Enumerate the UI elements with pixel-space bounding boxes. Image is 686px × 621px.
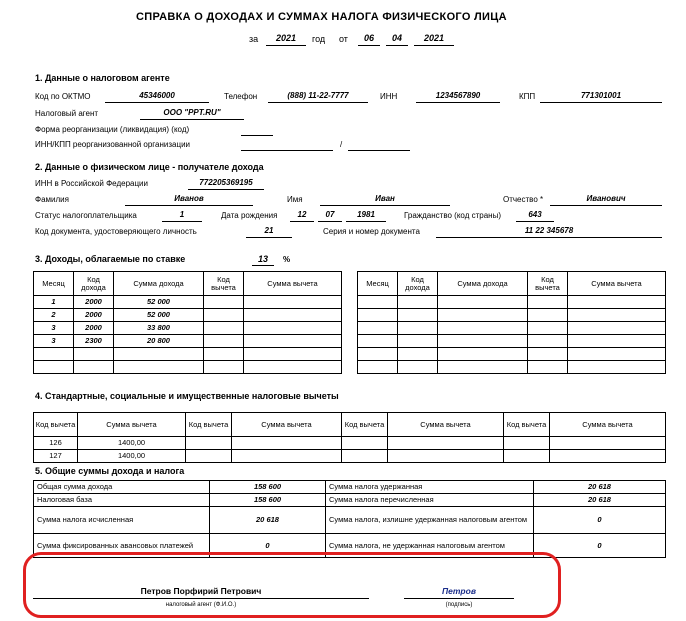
income-sum-header: Сумма дохода (114, 272, 204, 296)
table-row (34, 507, 666, 534)
phone-label: Телефон (224, 92, 258, 101)
signature-value: Петров (442, 586, 476, 596)
table-row (34, 361, 342, 374)
income-code-header: Код дохода (74, 272, 114, 296)
agent-inn-value: 1234567890 (435, 91, 481, 100)
deduction-code-header: Код вычета (34, 413, 78, 437)
income-code-cell: 2300 (74, 335, 114, 348)
tax-base-value: 158 600 (210, 494, 326, 507)
table-row (358, 309, 666, 322)
tax-transferred-value: 20 618 (534, 494, 666, 507)
income-code-cell: 2000 (74, 322, 114, 335)
report-month: 04 (391, 33, 402, 43)
deduction-sum-header: Сумма вычета (550, 413, 666, 437)
tax-overwithheld-label: Сумма налога, излишне удержанная налоговым агентом (326, 507, 534, 534)
table-row (358, 361, 666, 374)
income-code-cell: 2000 (74, 309, 114, 322)
deduction-code-cell (204, 335, 244, 348)
tax-not-withheld-value: 0 (534, 534, 666, 558)
table-row (34, 450, 666, 463)
month-cell: 3 (34, 322, 74, 335)
total-income-label: Общая сумма дохода (34, 481, 210, 494)
citizenship-value: 643 (528, 210, 542, 219)
birth-day: 12 (297, 210, 307, 219)
surname-label: Фамилия (35, 195, 69, 204)
agent-name-label: Налоговый агент (35, 109, 99, 118)
birth-label: Дата рождения (221, 211, 278, 220)
person-heading: 2. Данные о физическом лице - получателе дохода (35, 162, 264, 172)
kpp-label: КПП (519, 92, 536, 101)
income-sum-cell: 52 000 (114, 296, 204, 309)
deduction-sum-cell (244, 335, 342, 348)
income-sum-cell: 52 000 (114, 309, 204, 322)
fixed-advance-label: Сумма фиксированных авансовых платежей (34, 534, 210, 558)
person-inn-label: ИНН в Российской Федерации (35, 179, 148, 188)
deduction-sum-cell (244, 309, 342, 322)
total-income-value: 158 600 (210, 481, 326, 494)
deduction-code-cell: 126 (34, 437, 78, 450)
deduction-sum-cell (244, 296, 342, 309)
deductions-heading: 4. Стандартные, социальные и имущественные налоговые вычеты (35, 391, 339, 401)
oktmo-value: 45346000 (139, 91, 175, 100)
birth-month: 07 (325, 210, 335, 219)
agent-name-value: ООО "PPT.RU" (163, 108, 221, 117)
table-row (34, 309, 342, 322)
patronymic-value: Иванович (586, 194, 626, 203)
report-year: 2021 (275, 33, 297, 43)
status-label: Статус налогоплательщика (35, 211, 137, 220)
name-label: Имя (287, 195, 303, 204)
table-row (34, 335, 342, 348)
tax-withheld-value: 20 618 (534, 481, 666, 494)
month-cell: 1 (34, 296, 74, 309)
totals-heading: 5. Общие суммы дохода и налога (35, 466, 185, 476)
deduction-sum-header: Сумма вычета (388, 413, 504, 437)
agent-fullname: Петров Порфирий Петрович (140, 586, 262, 596)
name-value: Иван (375, 194, 395, 203)
agent-heading: 1. Данные о налоговом агенте (35, 73, 170, 83)
year-suffix: год (312, 34, 326, 44)
income-code-header: Код дохода (398, 272, 438, 296)
deduction-sum-header: Сумма вычета (244, 272, 342, 296)
citizenship-label: Гражданство (код страны) (404, 211, 501, 220)
table-row (34, 348, 342, 361)
month-header: Месяц (34, 272, 74, 296)
tax-calculated-value: 20 618 (210, 507, 326, 534)
tax-withheld-label: Сумма налога удержанная (326, 481, 534, 494)
report-day: 06 (363, 33, 374, 43)
agent-fullname-caption: налоговый агент (Ф.И.О.) (165, 602, 237, 608)
doc-code-value: 21 (264, 226, 274, 235)
deduction-code-cell: 127 (34, 450, 78, 463)
income-table-left (33, 271, 342, 374)
kpp-value: 771301001 (580, 91, 622, 100)
deduction-sum-header: Сумма вычета (232, 413, 342, 437)
report-date-year: 2021 (423, 33, 445, 43)
totals-table (33, 480, 666, 558)
income-sum-header: Сумма дохода (438, 272, 528, 296)
percent-sign: % (283, 255, 291, 264)
tax-base-label: Налоговая база (34, 494, 210, 507)
deduction-sum-header: Сумма вычета (568, 272, 666, 296)
doc-series-label: Серия и номер документа (323, 227, 420, 236)
deduction-sum-cell: 1400,00 (78, 450, 186, 463)
table-row (34, 296, 342, 309)
tax-not-withheld-label: Сумма налога, не удержанная налоговым агентом (326, 534, 534, 558)
deduction-code-header: Код вычета (528, 272, 568, 296)
table-row (358, 335, 666, 348)
phone-value: (888) 11-22-7777 (287, 91, 349, 100)
doc-code-label: Код документа, удостоверяющего личность (35, 227, 197, 236)
deduction-code-header: Код вычета (342, 413, 388, 437)
tax-rate: 13 (257, 254, 268, 264)
reorg-slash: / (340, 140, 343, 149)
oktmo-label: Код по ОКТМО (35, 92, 91, 101)
table-row (34, 481, 666, 494)
deduction-sum-header: Сумма вычета (78, 413, 186, 437)
deduction-sum-cell: 1400,00 (78, 437, 186, 450)
month-header: Месяц (358, 272, 398, 296)
income-sum-cell: 20 800 (114, 335, 204, 348)
income-code-cell: 2000 (74, 296, 114, 309)
month-cell: 2 (34, 309, 74, 322)
table-row (358, 348, 666, 361)
status-value: 1 (179, 210, 185, 219)
person-inn-value: 772205369195 (199, 178, 253, 187)
surname-value: Иванов (174, 194, 204, 203)
deduction-code-cell (204, 296, 244, 309)
year-prefix: за (249, 34, 259, 44)
birth-year: 1981 (357, 210, 375, 219)
deduction-code-header: Код вычета (204, 272, 244, 296)
tax-overwithheld-value: 0 (534, 507, 666, 534)
deduction-code-header: Код вычета (186, 413, 232, 437)
income-table-right (357, 271, 666, 374)
tax-transferred-label: Сумма налога перечисленная (326, 494, 534, 507)
income-sum-cell: 33 800 (114, 322, 204, 335)
month-cell: 3 (34, 335, 74, 348)
table-row (358, 296, 666, 309)
tax-calculated-label: Сумма налога исчисленная (34, 507, 210, 534)
agent-inn-label: ИНН (380, 92, 398, 101)
table-row (34, 437, 666, 450)
deduction-sum-cell (244, 322, 342, 335)
table-row (34, 494, 666, 507)
signature-highlight (23, 552, 561, 618)
document-title: СПРАВКА О ДОХОДАХ И СУММАХ НАЛОГА ФИЗИЧЕСКОГО ЛИЦА (136, 11, 507, 23)
date-prefix: от (339, 34, 348, 44)
table-row (358, 322, 666, 335)
deductions-table (33, 412, 666, 463)
deduction-code-cell (204, 322, 244, 335)
deduction-code-cell (204, 309, 244, 322)
reorg-inn-label: ИНН/КПП реорганизованной организации (35, 140, 191, 149)
table-row (34, 322, 342, 335)
reorg-label: Форма реорганизации (ликвидация) (код) (35, 125, 190, 134)
fixed-advance-value: 0 (210, 534, 326, 558)
income-heading: 3. Доходы, облагаемые по ставке (35, 254, 186, 264)
signature-caption: (подпись) (445, 602, 473, 608)
patronymic-label: Отчество * (503, 195, 544, 204)
doc-series-value: 11 22 345678 (524, 226, 574, 235)
deduction-code-header: Код вычета (504, 413, 550, 437)
